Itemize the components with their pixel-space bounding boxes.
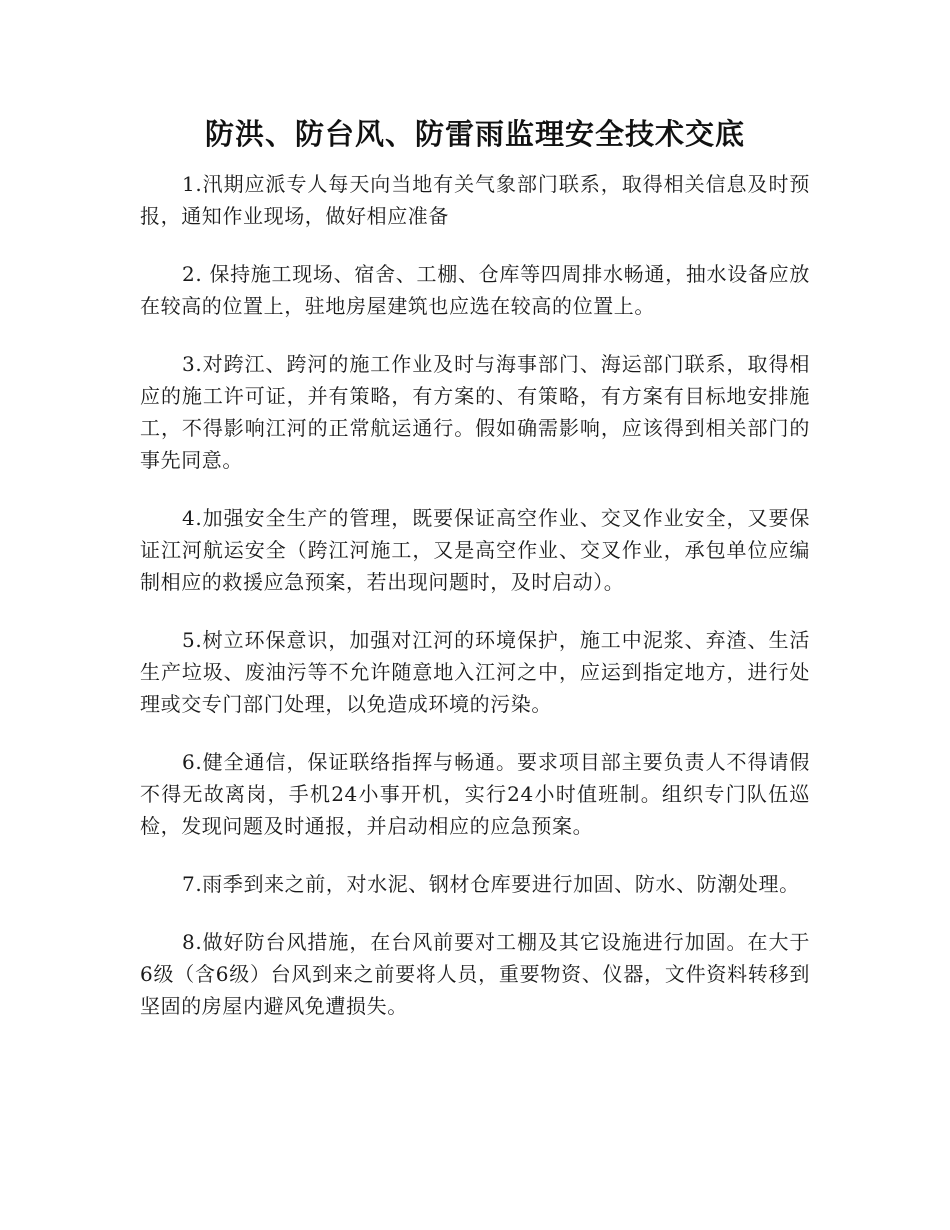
paragraph-1: 1.汛期应派专人每天向当地有关气象部门联系，取得相关信息及时预报，通知作业现场，做好相应准备 (140, 172, 810, 228)
document-body (140, 168, 810, 1048)
document-title: 防洪、防台风、防雷雨监理安全技术交底 (204, 117, 745, 151)
paragraph-5: 5.树立环保意识，加强对江河的环境保护，施工中泥浆、弃渣、生活生产垃圾、废油污等不允许随意地入江河之中，应运到指定地方，进行处理或交专门部门处理，以免造成环境的污染。 (140, 628, 810, 716)
paragraph-7: 7.雨季到来之前，对水泥、钢材仓库要进行加固、防水、防潮处理。 (182, 872, 800, 896)
paragraph-3: 3.对跨江、跨河的施工作业及时与海事部门、海运部门联系，取得相应的施工许可证，并有策略，有方案的、有策略，有方案有目标地安排施工，不得影响江河的正常航运通行。假如确需影响，应该得到相关部门的事先同意。 (140, 352, 810, 472)
paragraph-8: 8.做好防台风措施，在台风前要对工棚及其它设施进行加固。在大于6级（含6级）台风到来之前要将人员，重要物资、仪器，文件资料转移到坚固的房屋内避风免遭损失。 (140, 930, 810, 1018)
paragraph-4: 4.加强安全生产的管理，既要保证高空作业、交叉作业安全，又要保证江河航运安全（跨江河施工，又是高空作业、交叉作业，承包单位应编制相应的救援应急预案，若出现问题时，及时启动）。 (140, 506, 810, 594)
paragraph-6: 6.健全通信，保证联络指挥与畅通。要求项目部主要负责人不得请假不得无故离岗，手机24小事开机，实行24小时值班制。组织专门队伍巡检，发现问题及时通报，并启动相应的应急预案。 (140, 750, 810, 838)
paragraph-2: 2. 保持施工现场、宿舍、工棚、仓库等四周排水畅通，抽水设备应放在较高的位置上，驻地房屋建筑也应选在较高的位置上。 (140, 262, 810, 318)
